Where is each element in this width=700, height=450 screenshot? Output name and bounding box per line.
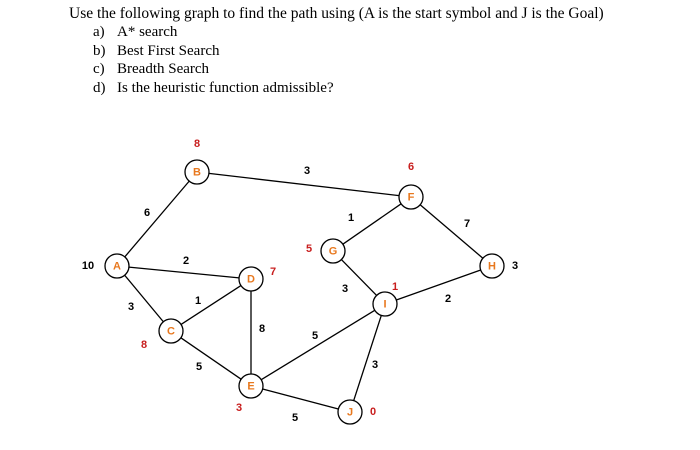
question-prompt: Use the following graph to find the path using (A is the start symbol and J is the Goal) [69, 5, 604, 22]
option-text: Best First Search [117, 42, 220, 59]
edge-a-c [125, 275, 164, 322]
option-text: A* search [117, 24, 178, 40]
node-label-c: C [167, 325, 175, 338]
edge-weight-a-d: 2 [182, 255, 190, 267]
node-label-e: E [247, 380, 255, 393]
edge-weight-a-c: 3 [127, 301, 135, 313]
edge-weight-a-b: 6 [143, 207, 151, 219]
node-label-g: G [328, 245, 338, 258]
edge-h-i [396, 270, 480, 300]
edge-g-f [343, 204, 401, 244]
node-label-i: I [383, 298, 387, 311]
option-text: Breadth Search [117, 61, 210, 77]
option-label: b) [93, 42, 106, 59]
edge-weight-i-j: 3 [371, 359, 379, 371]
heuristic-h: 3 [511, 260, 519, 272]
option-text: Is the heuristic function admissible? [117, 79, 334, 96]
option-label: c) [93, 61, 105, 77]
heuristic-e: 3 [235, 402, 243, 414]
option-label: d) [93, 79, 106, 96]
heuristic-a: 10 [81, 260, 95, 272]
edge-weight-e-i: 5 [311, 330, 319, 342]
heuristic-f: 6 [407, 161, 415, 173]
heuristic-j: 0 [369, 406, 377, 418]
edge-weight-g-f: 1 [347, 212, 355, 224]
node-label-h: H [488, 260, 496, 273]
graph-labels [82, 138, 518, 424]
edge-weight-g-i: 3 [341, 283, 349, 295]
heuristic-b: 8 [193, 138, 201, 150]
edge-weight-h-i: 2 [444, 293, 452, 305]
edge-f-h [420, 205, 483, 258]
edge-weight-e-j: 5 [291, 412, 299, 424]
node-label-j: J [346, 406, 354, 419]
edge-a-b [125, 181, 189, 257]
edge-weight-c-e: 5 [195, 361, 203, 373]
graph-edges [125, 173, 483, 409]
node-label-f: F [407, 191, 415, 204]
edge-c-e [181, 338, 241, 379]
edge-e-j [263, 389, 339, 409]
edge-a-d [129, 267, 239, 278]
heuristic-g: 5 [305, 243, 313, 255]
node-label-a: A [113, 260, 121, 273]
option-label: a) [93, 24, 105, 40]
edge-weight-b-f: 3 [303, 165, 311, 177]
node-label-d: D [247, 273, 255, 286]
heuristic-i: 1 [391, 281, 399, 293]
node-label-b: B [193, 166, 201, 179]
edge-weight-c-d: 1 [194, 295, 202, 307]
edge-c-d [181, 286, 241, 325]
heuristic-d: 7 [269, 266, 277, 278]
graph-nodes [105, 160, 504, 424]
heuristic-c: 8 [140, 339, 148, 351]
edge-e-i [258, 310, 375, 379]
edge-i-j [354, 315, 382, 400]
edge-weight-d-e: 8 [258, 323, 266, 335]
edge-weight-f-h: 7 [463, 218, 471, 230]
